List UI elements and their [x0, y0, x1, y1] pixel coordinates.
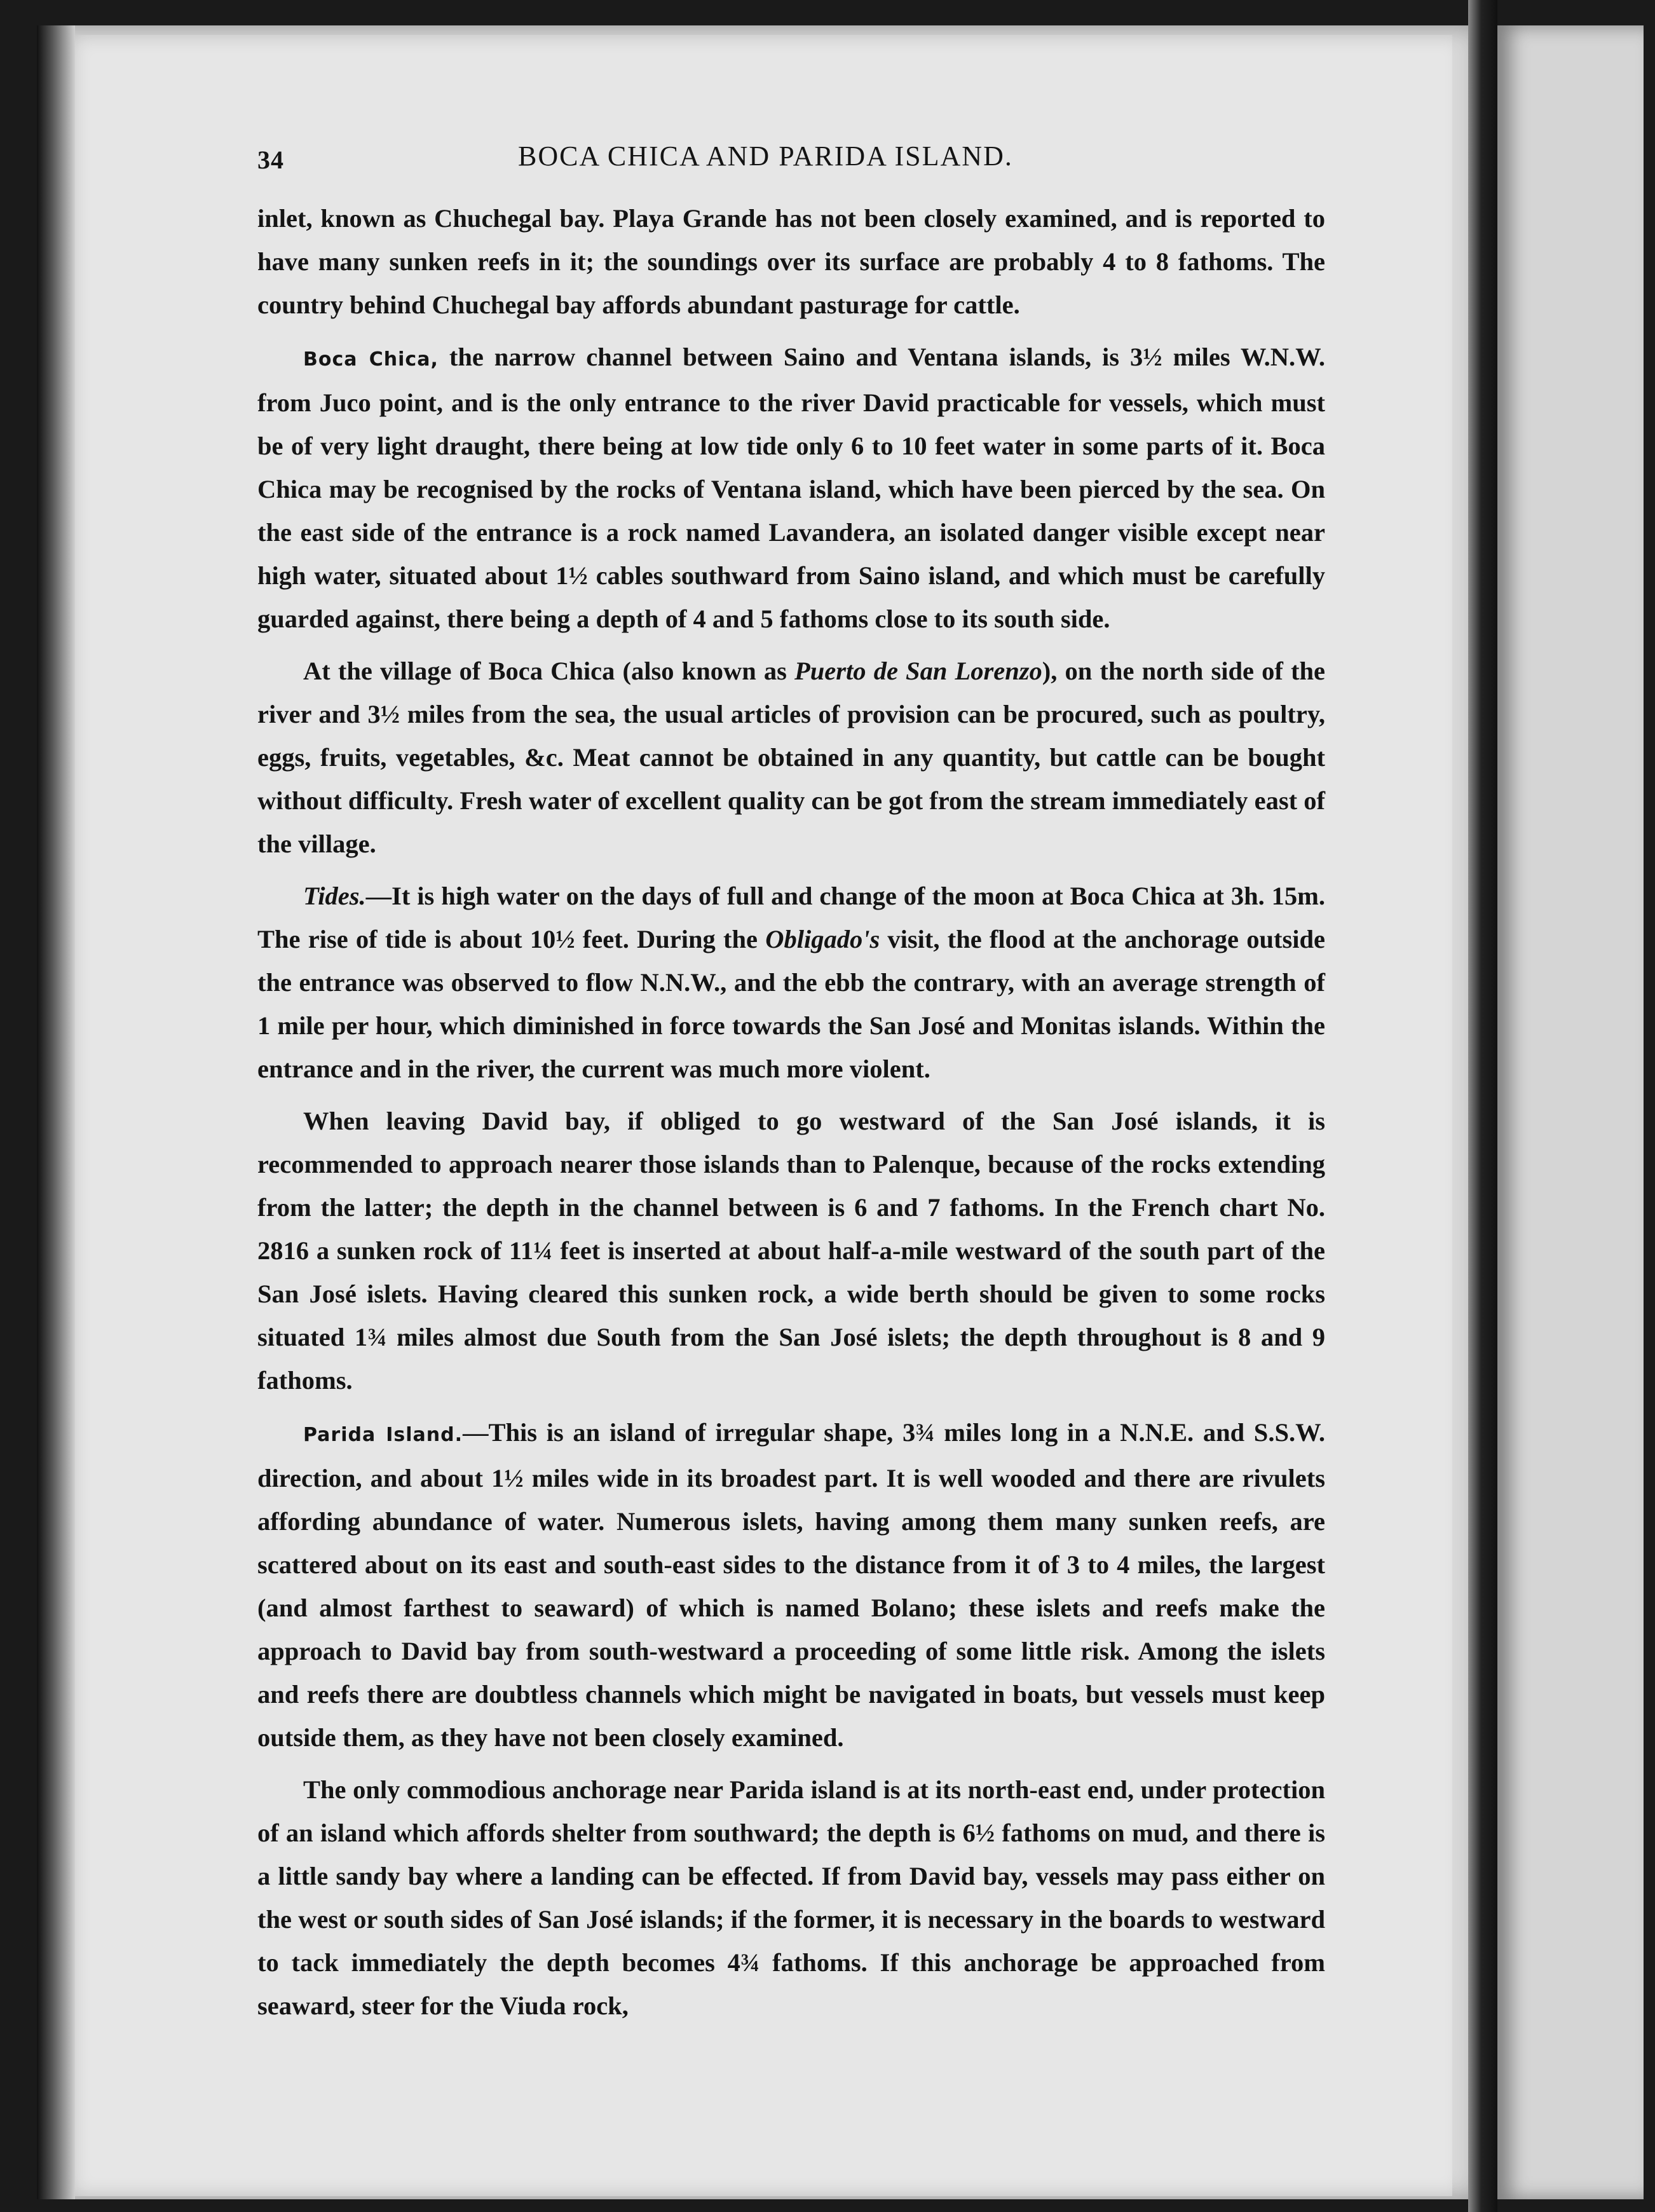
page-content [257, 127, 1325, 2037]
paragraph-text: visit, the flood at the anchorage outside the entrance was observed to flow N.N.W., and the ebb the contrary, with an average strength of 1 mile per hour, which diminished in force towards the San José and Monitas islands. Within the entrance and in the river, the current was much more violent. [257, 925, 1325, 1083]
book-gutter [1468, 0, 1497, 2212]
paragraph-text: —It is high water on the days of full and change of the moon at Boca Chica at 3h. 15m. The rise of tide is about 10½ feet. During the [257, 882, 1325, 953]
binding-shadow-left [37, 25, 75, 2199]
paragraph-tides [257, 875, 1325, 1091]
sidehead-tides: Tides. [303, 882, 366, 910]
italic-ship-name: Obligado's [765, 925, 880, 953]
paragraph-text: —This is an island of irregular shape, 3¾ miles long in a N.N.E. and S.S.W. direction, and about 1½ miles wide in its broadest part. It is well wooded and there are rivulets affording abundance of water. Numerous islets, having among them many sunken reefs, are scattered about on its east and south-east sides to the distance from it of 3 to 4 miles, the largest (and almost farthest to seaward) of which is named Bolano; these islets and reefs make the approach to David bay from south-westward a proceeding of some little risk. Among the islets and reefs there are doubtless channels which might be navigated in boats, but vessels must keep outside them, as they have not been closely examined. [257, 1418, 1325, 1752]
paragraph-text: ), on the north side of the river and 3½ miles from the sea, the usual articles of provision can be procured, such as poultry, eggs, fruits, vegetables, &c. Meat cannot be obtained in any quantity, but cattle can be bought without difficulty. Fresh water of excellent quality can be got from the stream immediately east of the village. [257, 657, 1325, 858]
paragraph-text: the narrow channel between Saino and Ventana islands, is 3½ miles W.N.W. from Juco point, and is the only entrance to the river David practicable for vessels, which must be of very light draught, there being at low tide only 6 to 10 feet water in some parts of it. Boca Chica may be recognised by the rocks of Ventana island, which have been pierced by the sea. On the east side of the entrance is a rock named Lavandera, an isolated danger visible except near high water, situated about 1½ cables southward from Saino island, and which must be carefully guarded against, there being a depth of 4 and 5 fathoms close to its south side. [257, 343, 1326, 633]
facing-page-edge [1497, 25, 1644, 2199]
italic-place-name: Puerto de San Lorenzo [794, 657, 1042, 685]
paragraph-leaving-david-bay: When leaving David bay, if obliged to go westward of the San José islands, it is recommended to approach nearer those islands than to Palenque, because of the rocks extending from the latter; the depth in the channel between is 6 and 7 fathoms. In the French chart No. 2816 a sunken rock of 11¼ feet is inserted at about half-a-mile westward of the south part of the San José islets. Having cleared this sunken rock, a wide berth should be given to some rocks situated 1¾ miles almost due South from the San José islets; the depth throughout is 8 and 9 fathoms. [257, 1107, 1325, 1395]
sidehead-parida-island: Parida Island. [303, 1424, 463, 1446]
page-number: 34 [257, 146, 284, 174]
page-title: BOCA CHICA AND PARIDA ISLAND. [518, 140, 1013, 172]
paragraph-text: At the village of Boca Chica (also known as [303, 657, 795, 685]
paragraph-village [257, 650, 1325, 866]
sidehead-boca-chica: Boca Chica, [303, 348, 439, 371]
paragraph-boca-chica [257, 336, 1325, 641]
paragraph-parida-island [257, 1411, 1325, 1759]
running-head [257, 127, 1325, 184]
paragraph-chuchegal-bay: inlet, known as Chuchegal bay. Playa Grande has not been closely examined, and is reported to have many sunken reefs in it; the soundings over its surface are probably 4 to 8 fathoms. The country behind Chuchegal bay affords abundant pasturage for cattle. [257, 204, 1325, 319]
paragraph-anchorage: The only commodious anchorage near Parida island is at its north-east end, under protection of an island which affords shelter from southward; the depth is 6½ fathoms on mud, and there is a little sandy bay where a landing can be effected. If from David bay, vessels may pass either on the west or south sides of San José islands; if the former, it is necessary in the boards to westward to tack immediately the depth becomes 4¾ fathoms. If this anchorage be approached from seaward, steer for the Viuda rock, [257, 1775, 1325, 2020]
